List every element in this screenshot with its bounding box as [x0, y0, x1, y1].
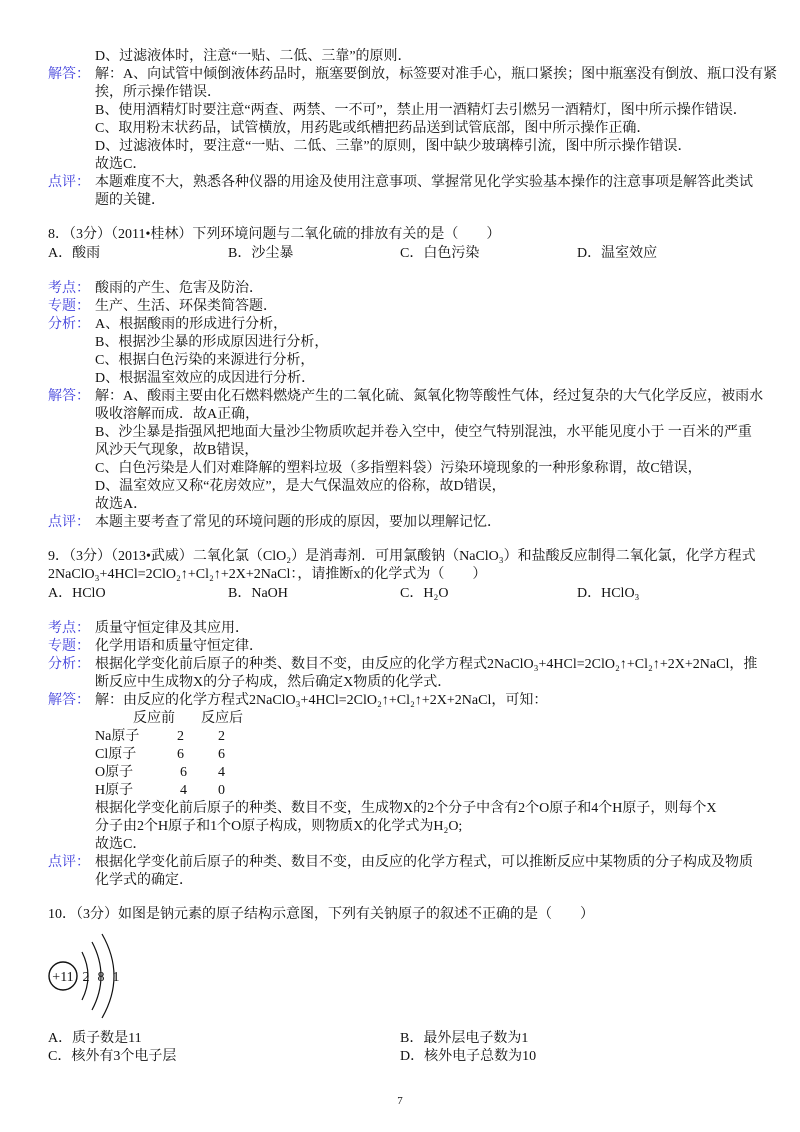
- prev-answer-line-5: D、过滤液体时，要注意“一贴、二低、三靠”的原则，图中缺少玻璃棒引流，图中所示操作错误．: [95, 139, 692, 154]
- q9-table-row-4-after: 0: [218, 783, 225, 798]
- shell-3-electrons: 1: [112, 970, 120, 985]
- q9-table-row-1-before: 2: [177, 729, 184, 744]
- q9-answer-tail-2: 分子由2个H原子和1个O原子构成，则物质X的化学式为H₂O;: [95, 819, 463, 834]
- q8-answer-line-4: 风沙天气现象，故B错误，: [95, 443, 259, 458]
- q9-table-row-1-after: 2: [218, 729, 225, 744]
- q8-option-b: B．沙尘暴: [228, 246, 294, 261]
- q9-zhuanti-label: 专题：: [48, 639, 90, 654]
- q9-answer-tail-3: 故选C．: [95, 837, 147, 852]
- q9-option-a: A．HClO: [48, 586, 106, 601]
- q8-fenxi-label: 分析：: [48, 317, 90, 332]
- q9-table-row-4-before: 4: [180, 783, 187, 798]
- q10-option-c: C．核外有3个电子层: [48, 1049, 177, 1064]
- q8-kaodian-label: 考点：: [48, 281, 90, 296]
- q10-option-b: B．最外层电子数为1: [400, 1031, 529, 1046]
- q9-kaodian: 质量守恒定律及其应用．: [95, 621, 249, 636]
- q9-kaodian-label: 考点：: [48, 621, 90, 636]
- q8-fenxi-line-4: D、根据温室效应的成因进行分析．: [95, 371, 316, 386]
- prev-comment-label: 点评：: [48, 175, 90, 190]
- shell-2-electrons: 8: [97, 970, 105, 985]
- prev-comment-line-2: 题的关键．: [95, 193, 165, 208]
- q8-answer-label: 解答：: [48, 389, 90, 404]
- prev-answer-line-4: C、取用粉末状药品，试管横放，用药匙或纸槽把药品送到试管底部，图中所示操作正确．: [95, 121, 651, 136]
- prev-answer-line-1: 解：A、向试管中倾倒液体药品时，瓶塞要倒放，标签要对准手心，瓶口紧挨；图中瓶塞没有倒放、瓶口没有紧: [95, 67, 778, 82]
- q10-stem: 10．（3分）如图是钠元素的原子结构示意图，下列有关钠原子的叙述不正确的是（ ）: [48, 907, 594, 922]
- q9-table-head-before: 反应前: [133, 711, 175, 726]
- nucleus-charge: +11: [52, 970, 74, 985]
- q9-fenxi-line-2: 断反应中生成物X的分子构成，然后确定X物质的化学式．: [95, 675, 452, 690]
- q9-answer-tail-1: 根据化学变化前后原子的种类、数目不变，生成物X的2个分子中含有2个O原子和4个H原子，则每个X: [95, 801, 717, 816]
- prev-comment-line-1: 本题难度不大，熟悉各种仪器的用途及使用注意事项、掌握常见化学实验基本操作的注意事项是解答此类试: [95, 175, 753, 190]
- q9-table-row-3-atom: O原子: [95, 765, 134, 780]
- q9-comment-line-2: 化学式的确定．: [95, 873, 193, 888]
- q8-option-c: C．白色污染: [400, 246, 480, 261]
- q9-zhuanti: 化学用语和质量守恒定律．: [95, 639, 263, 654]
- q8-answer-line-7: 故选A．: [95, 497, 148, 512]
- q8-answer-line-3: B、沙尘暴是指强风把地面大量沙尘物质吹起并卷入空中，使空气特别混浊，水平能见度小于 一百米的严重: [95, 425, 752, 440]
- q9-comment-line-1: 根据化学变化前后原子的种类、数目不变，由反应的化学方程式，可以推断反应中某物质的分子构成及物质: [95, 855, 753, 870]
- shell-1-electrons: 2: [82, 970, 90, 985]
- q9-table-row-2-after: 6: [218, 747, 225, 762]
- q9-option-c: C．H₂O: [400, 586, 449, 601]
- q8-fenxi-line-2: B、根据沙尘暴的形成原因进行分析，: [95, 335, 329, 350]
- q9-answer-intro: 解：由反应的化学方程式2NaClO₃+4HCl=2ClO₂↑+Cl₂↑+2X+2NaCl，可知：: [95, 693, 548, 708]
- q8-answer-line-5: C、白色污染是人们对难降解的塑料垃圾（多指塑料袋）污染环境现象的一种形象称谓，故C错误，: [95, 461, 702, 476]
- page-number: 7: [397, 1095, 403, 1107]
- q9-table-row-2-atom: Cl原子: [95, 747, 137, 762]
- q8-answer-line-1: 解：A、酸雨主要由化石燃料燃烧产生的二氧化硫、氮氧化物等酸性气体，经过复杂的大气化学反应，被雨水: [95, 389, 764, 404]
- q9-table-row-3-before: 6: [180, 765, 187, 780]
- q9-answer-label: 解答：: [48, 693, 90, 708]
- q8-comment-label: 点评：: [48, 515, 90, 530]
- q10-option-a: A．质子数是11: [48, 1031, 142, 1046]
- prev-answer-line-6: 故选C．: [95, 157, 147, 172]
- q9-stem-line-2: 2NaClO₃+4HCl=2ClO₂↑+Cl₂↑+2X+2NaCl：，请推断x的化学式为（ ）: [48, 567, 487, 582]
- q8-answer-line-2: 吸收溶解而成．故A正确，: [95, 407, 260, 422]
- q10-option-d: D．核外电子总数为10: [400, 1049, 537, 1064]
- q8-zhuanti-label: 专题：: [48, 299, 90, 314]
- q9-table-row-1-atom: Na原子: [95, 729, 140, 744]
- q8-answer-line-6: D、温室效应又称“花房效应”，是大气保温效应的俗称，故D错误，: [95, 479, 506, 494]
- prev-option-d: D、过滤液体时，注意“一贴、二低、三靠”的原则．: [95, 49, 412, 64]
- q8-option-d: D．温室效应: [577, 246, 658, 261]
- prev-answer-label: 解答：: [48, 67, 90, 82]
- q8-stem: 8．（3分）（2011•桂林）下列环境问题与二氧化硫的排放有关的是（ ）: [48, 227, 501, 242]
- q9-option-b: B．NaOH: [228, 586, 288, 601]
- q9-table-head-after: 反应后: [201, 711, 243, 726]
- q8-fenxi-line-3: C、根据白色污染的来源进行分析，: [95, 353, 315, 368]
- q8-kaodian: 酸雨的产生、危害及防治．: [95, 281, 263, 296]
- q8-comment: 本题主要考查了常见的环境问题的形成的原因，要加以理解记忆．: [95, 515, 501, 530]
- q9-option-d: D．HClO₃: [577, 586, 640, 601]
- q9-fenxi-line-1: 根据化学变化前后原子的种类、数目不变，由反应的化学方程式2NaClO₃+4HCl=2ClO₂↑+Cl₂↑+2X+2NaCl，推: [95, 657, 758, 672]
- q9-stem-line-1: 9．（3分）（2013•武威）二氧化氯（ClO₂）是消毒剂．可用氯酸钠（NaClO₃）和盐酸反应制得二氧化氯，化学方程式: [48, 549, 756, 564]
- q8-zhuanti: 生产、生活、环保类简答题．: [95, 299, 277, 314]
- q8-fenxi-line-1: A、根据酸雨的形成进行分析，: [95, 317, 288, 332]
- q9-table-row-2-before: 6: [177, 747, 184, 762]
- prev-answer-line-3: B、使用酒精灯时要注意“两查、两禁、一不可”，禁止用一酒精灯去引燃另一酒精灯，图中所示操作错误．: [95, 103, 747, 118]
- q9-fenxi-label: 分析：: [48, 657, 90, 672]
- q9-table-row-4-atom: H原子: [95, 783, 134, 798]
- q9-table-row-3-after: 4: [218, 765, 225, 780]
- q8-option-a: A．酸雨: [48, 246, 101, 261]
- prev-answer-line-2: 挨，所示操作错误．: [95, 85, 221, 100]
- sodium-atom-diagram: [40, 928, 140, 1022]
- q9-comment-label: 点评：: [48, 855, 90, 870]
